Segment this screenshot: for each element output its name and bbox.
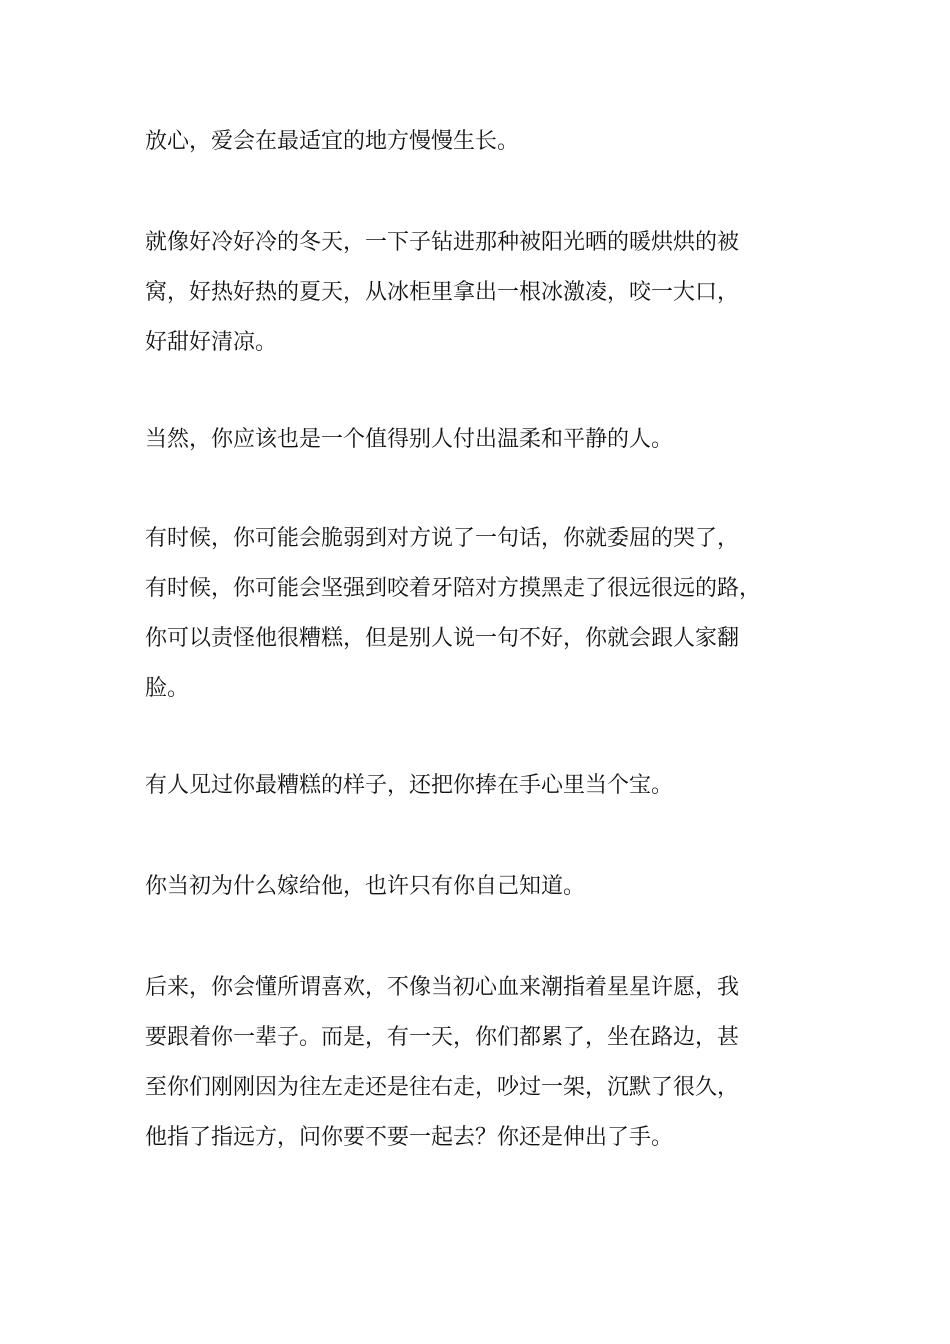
paragraph-5 <box>145 761 835 811</box>
paragraph-3 <box>145 415 835 465</box>
text-line: 后来，你会懂所谓喜欢，不像当初心血来潮指着星星许愿，我 <box>145 975 740 1000</box>
text-line: 有时候，你可能会坚强到咬着牙陪对方摸黑走了很远很远的路， <box>145 576 762 601</box>
text-line: 要跟着你一辈子。而是，有一天，你们都累了，坐在路边，甚 <box>145 1025 740 1050</box>
paragraph-2 <box>145 218 835 368</box>
text-line: 好甜好清凉。 <box>145 330 278 355</box>
text-line: 他指了指远方，问你要不要一起去？你还是伸出了手。 <box>145 1125 674 1150</box>
text-line: 有时候，你可能会脆弱到对方说了一句话，你就委屈的哭了， <box>145 526 740 551</box>
paragraph-7 <box>145 963 835 1163</box>
paragraph-6 <box>145 862 835 912</box>
text-line: 至你们刚刚因为往左走还是往右走，吵过一架，沉默了很久， <box>145 1075 740 1100</box>
text-line: 你可以责怪他很糟糕，但是别人说一句不好，你就会跟人家翻 <box>145 626 740 651</box>
text-line: 有人见过你最糟糕的样子，还把你捧在手心里当个宝。 <box>145 773 674 798</box>
text-line: 脸。 <box>145 676 190 701</box>
text-line: 放心，爱会在最适宜的地方慢慢生长。 <box>145 129 520 154</box>
text-line: 窝，好热好热的夏天，从冰柜里拿出一根冰激凌，咬一大口， <box>145 280 740 305</box>
text-line: 你当初为什么嫁给他，也许只有你自己知道。 <box>145 874 586 899</box>
text-line: 就像好冷好冷的冬天，一下子钻进那种被阳光晒的暖烘烘的被 <box>145 230 740 255</box>
paragraph-4 <box>145 514 835 714</box>
paragraph-1 <box>145 117 835 167</box>
text-line: 当然，你应该也是一个值得别人付出温柔和平静的人。 <box>145 427 674 452</box>
